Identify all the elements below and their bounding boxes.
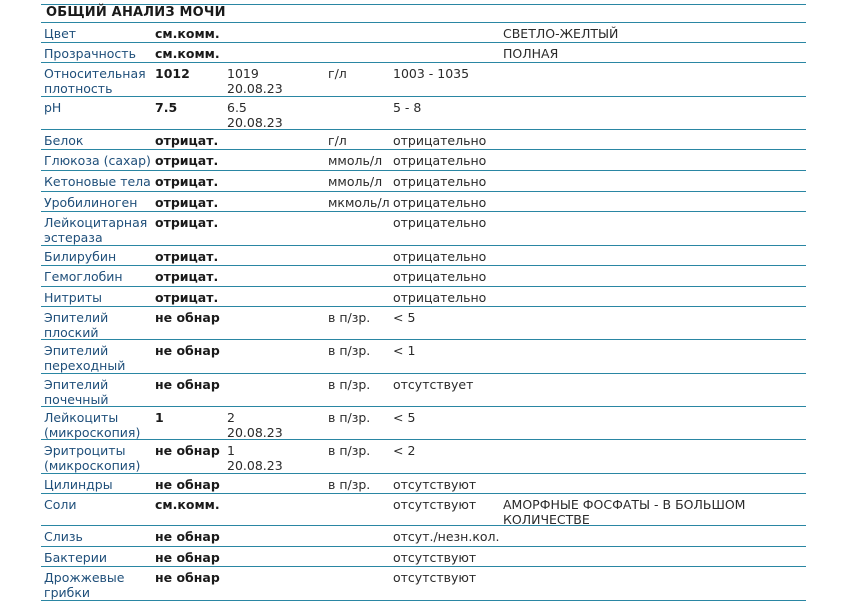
test-name — [44, 66, 152, 96]
test-comment — [503, 46, 803, 61]
test-name-line: Лейкоцитарная — [44, 215, 148, 230]
table-row — [41, 43, 806, 63]
previous-result-line: 6.5 — [227, 100, 247, 115]
table-row — [41, 63, 806, 97]
test-result: отрицат. — [155, 215, 219, 230]
test-unit: г/л — [328, 66, 347, 81]
test-unit: в п/зр. — [328, 443, 371, 458]
reference-range: 5 - 8 — [393, 100, 422, 115]
test-name-line: Гемоглобин — [44, 269, 123, 284]
table-row — [41, 474, 806, 494]
reference-range: отрицательно — [393, 269, 487, 284]
test-name-line: Относительная — [44, 66, 146, 81]
test-result: не обнар — [155, 529, 220, 544]
test-result: 7.5 — [155, 100, 178, 115]
test-unit: г/л — [328, 133, 347, 148]
test-name-line: Бактерии — [44, 550, 107, 565]
test-result: не обнар — [155, 343, 220, 358]
test-result: см.комм. — [155, 46, 220, 61]
test-name-line: Цилиндры — [44, 477, 113, 492]
test-name-line: плотность — [44, 81, 113, 96]
test-result: не обнар — [155, 477, 220, 492]
section-title: ОБЩИЙ АНАЛИЗ МОЧИ — [46, 5, 226, 20]
test-name — [44, 310, 152, 340]
test-name — [44, 410, 152, 440]
test-result: отрицат. — [155, 290, 219, 305]
test-name-line: Билирубин — [44, 249, 117, 264]
test-name — [44, 497, 152, 512]
previous-result-line: 1019 — [227, 66, 259, 81]
test-name-line: переходный — [44, 358, 126, 373]
test-result: не обнар — [155, 377, 220, 392]
test-comment — [503, 26, 803, 41]
test-name — [44, 46, 152, 61]
test-name — [44, 249, 152, 264]
test-comment-line: КОЛИЧЕСТВЕ — [503, 512, 590, 527]
test-name-line: Глюкоза (сахар) — [44, 153, 151, 168]
reference-range: отсутствуют — [393, 477, 477, 492]
test-name-line: (микроскопия) — [44, 458, 141, 473]
test-unit: в п/зр. — [328, 343, 371, 358]
test-name — [44, 269, 152, 284]
test-name — [44, 443, 152, 473]
reference-range: отрицательно — [393, 174, 487, 189]
reference-range: отрицательно — [393, 215, 487, 230]
test-unit: в п/зр. — [328, 477, 371, 492]
test-name — [44, 133, 152, 148]
table-row — [41, 150, 806, 171]
test-unit: мкмоль/л — [328, 195, 390, 210]
test-name — [44, 153, 152, 168]
reference-range: отсутствуют — [393, 570, 477, 585]
table-row — [41, 307, 806, 340]
test-name-line: Эпителий — [44, 310, 109, 325]
test-name-line: Лейкоциты — [44, 410, 119, 425]
test-result: см.комм. — [155, 26, 220, 41]
test-name-line: Эпителий — [44, 343, 109, 358]
test-name-line: pH — [44, 100, 62, 115]
previous-result — [227, 410, 283, 440]
previous-result — [227, 100, 283, 130]
test-name-line: Цвет — [44, 26, 77, 41]
reference-range: отрицательно — [393, 249, 487, 264]
test-name — [44, 100, 152, 115]
test-name — [44, 377, 152, 407]
test-name — [44, 550, 152, 565]
reference-range: отрицательно — [393, 153, 487, 168]
test-name-line: Прозрачность — [44, 46, 136, 61]
test-name-line: Кетоновые тела — [44, 174, 151, 189]
table-row — [41, 266, 806, 287]
test-name — [44, 215, 152, 245]
table-row — [41, 171, 806, 192]
test-comment-line: ПОЛНАЯ — [503, 46, 559, 61]
table-row — [41, 192, 806, 212]
test-name — [44, 343, 152, 373]
test-name-line: Эпителий — [44, 377, 109, 392]
reference-range: отсутствуют — [393, 497, 477, 512]
test-name-line: плоский — [44, 325, 99, 340]
test-unit: в п/зр. — [328, 310, 371, 325]
previous-result — [227, 443, 283, 473]
table-row — [41, 97, 806, 130]
test-unit: ммоль/л — [328, 174, 383, 189]
test-name — [44, 26, 152, 41]
reference-range: отрицательно — [393, 290, 487, 305]
test-result: 1012 — [155, 66, 190, 81]
reference-range: < 2 — [393, 443, 416, 458]
previous-result-line: 1 — [227, 443, 235, 458]
reference-range: < 1 — [393, 343, 416, 358]
reference-range: < 5 — [393, 310, 416, 325]
test-result: отрицат. — [155, 249, 219, 264]
test-name-line: эстераза — [44, 230, 103, 245]
table-row — [41, 130, 806, 150]
test-name — [44, 529, 152, 544]
test-name-line: почечный — [44, 392, 109, 407]
test-unit: в п/зр. — [328, 410, 371, 425]
test-result: не обнар — [155, 443, 220, 458]
test-unit: в п/зр. — [328, 377, 371, 392]
test-name-line: (микроскопия) — [44, 425, 141, 440]
test-result: отрицат. — [155, 133, 219, 148]
previous-result-line: 20.08.23 — [227, 81, 283, 96]
table-row — [41, 526, 806, 547]
test-name — [44, 195, 152, 210]
test-name-line: Дрожжевые — [44, 570, 125, 585]
reference-range: отсутствуют — [393, 550, 477, 565]
test-name — [44, 570, 152, 600]
test-result: не обнар — [155, 550, 220, 565]
test-result: не обнар — [155, 570, 220, 585]
test-name-line: Белок — [44, 133, 84, 148]
test-name-line: Нитриты — [44, 290, 103, 305]
reference-range: 1003 - 1035 — [393, 66, 470, 81]
table-row — [41, 567, 806, 601]
test-result: см.комм. — [155, 497, 220, 512]
previous-result-line: 2 — [227, 410, 235, 425]
table-row — [41, 246, 806, 266]
test-comment — [503, 497, 803, 527]
test-result: отрицат. — [155, 153, 219, 168]
previous-result — [227, 66, 283, 96]
test-name-line: Соли — [44, 497, 77, 512]
previous-result-line: 20.08.23 — [227, 115, 283, 130]
table-row — [41, 23, 806, 43]
reference-range: отсут./незн.кол. — [393, 529, 500, 544]
test-result: отрицат. — [155, 195, 219, 210]
previous-result-line: 20.08.23 — [227, 425, 283, 440]
urinalysis-report — [41, 0, 806, 600]
test-comment-line: СВЕТЛО-ЖЕЛТЫЙ — [503, 26, 619, 41]
test-name-line: Эритроциты — [44, 443, 126, 458]
table-row — [41, 547, 806, 567]
reference-range: < 5 — [393, 410, 416, 425]
reference-range: отрицательно — [393, 133, 487, 148]
test-name — [44, 290, 152, 305]
test-result: 1 — [155, 410, 164, 425]
test-name — [44, 174, 152, 189]
test-name — [44, 477, 152, 492]
table-row — [41, 407, 806, 440]
test-name-line: грибки — [44, 585, 91, 600]
table-row — [41, 287, 806, 307]
test-comment-line: АМОРФНЫЕ ФОСФАТЫ - В БОЛЬШОМ — [503, 497, 746, 512]
table-row — [41, 440, 806, 474]
table-row — [41, 212, 806, 246]
test-name-line: Уробилиноген — [44, 195, 138, 210]
table-row — [41, 494, 806, 526]
table-row — [41, 374, 806, 407]
test-result: не обнар — [155, 310, 220, 325]
test-result: отрицат. — [155, 269, 219, 284]
previous-result-line: 20.08.23 — [227, 458, 283, 473]
test-result: отрицат. — [155, 174, 219, 189]
table-row — [41, 340, 806, 374]
reference-range: отрицательно — [393, 195, 487, 210]
test-name-line: Слизь — [44, 529, 83, 544]
test-unit: ммоль/л — [328, 153, 383, 168]
reference-range: отсутствует — [393, 377, 474, 392]
